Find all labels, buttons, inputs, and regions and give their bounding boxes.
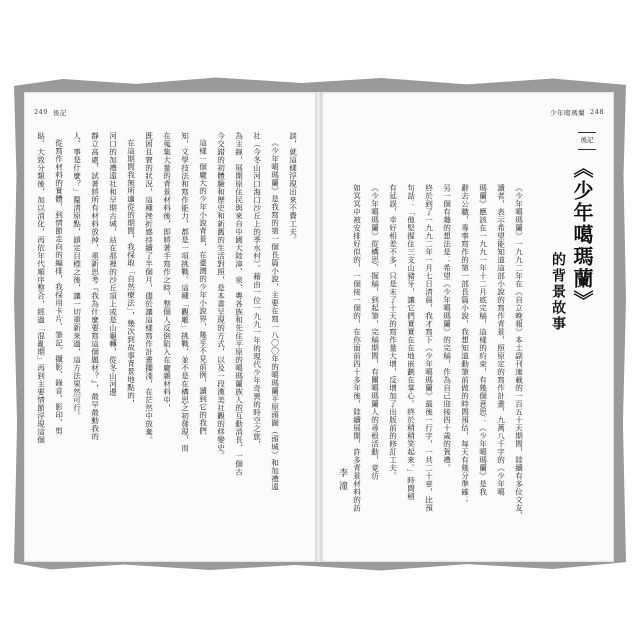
text-column: 人、事是什麼？」釐清原點，鎖定目標之後，讓一切重新來過，這方法果然可行。: [72, 132, 82, 420]
text-column: 社（今冬山河口海口沙丘上的季水村）。藉由一位一九九一年的現代少年奇異的時空之旅，: [252, 132, 262, 449]
left-running-head: [34, 108, 67, 117]
text-column: 終於到了一九九二年一月七日清晨，我才寫下《少年噶瑪蘭》最後一行字，一共二十章，比預: [424, 184, 434, 512]
text-column: 《少年噶瑪蘭》一九九二年在《自立晚報》本土副刊連載的一百五十天期間，陸續有多位文友、: [514, 184, 524, 520]
text-column: 瑪蘭》應該在一九九一年十二月底完稿，這樣的約束，有幾個意思：《少年噶瑪蘭》是我: [478, 184, 488, 496]
chapter-mark: 後記: [578, 132, 596, 150]
text-column: 這樣一個龐大的少年小說背景，在臺灣的少年小說界，幾乎不見前例，讀到它的我們: [198, 139, 208, 435]
text-column: 如冥冥中被安排好似的，一個接一個的，在你面前四十多年後，陸續展開，許多背景材料的訪: [352, 184, 362, 512]
right-running-title: 少年噶瑪蘭: [550, 109, 586, 117]
left-page-number: 249: [34, 108, 48, 116]
chapter-title: 《少年噶瑪蘭》: [570, 158, 594, 312]
left-running-title: 後記: [52, 109, 67, 117]
text-column: 從寫作材料的實體，到情節走向的編排，我採用卡片、筆記、攝影、錄音、影印、剪: [54, 139, 64, 435]
text-column: 《少年噶瑪蘭》從構思、掘稿，到起筆，完稿期間，有關噶瑪蘭人的尋根活動，竟彷: [370, 184, 380, 480]
text-column: 知，文學技法和寫作能力，都是一項挑戰。這種「觀雕」挑戰，並不是在構思之初發現，而: [180, 132, 190, 452]
text-column: 在蒐集大量的背景材料後，即將著手寫作之時，整個人反倒陷入在龐雜材料中，: [162, 132, 172, 412]
text-column: 談，就這樣浮現出來不費工夫。: [288, 132, 298, 244]
chapter-subtitle: 的背景故事: [550, 252, 566, 332]
right-page-number: 248: [590, 108, 604, 116]
text-column: 今交錯的初體驗和歷史和新舊的生活對照，是本書呈現的方式，以及一段漢美社觀的移變史。: [216, 132, 226, 460]
text-column: 靜立高處，試著將所有材料放掉，重新思考『我為什麼要寫這個題材？』，最早最動我的: [90, 132, 100, 441]
text-column: 辭去公職，專事寫作的第一部長篇小說，我想知道動筆前做的時間預估，每天有幾分準確；: [460, 184, 470, 504]
text-column: 貼、大致分類後，加以消化，再依年代順序整合，經過「混亂期」再到主要情節浮現這個: [36, 132, 46, 444]
left-page: [24, 92, 316, 562]
right-running-head: [550, 108, 604, 117]
text-column: 《少年噶瑪蘭》是我寫的第一個長篇小說，主要在寫一八〇〇年的噶瑪蘭平原頭圍（頭城）和加禮遠: [270, 139, 280, 491]
text-column: 為主線，展開原住民與來自中國大陸漳、泉、粵各族和先住平原的噶瑪蘭族人的互動消長，一個古: [234, 132, 244, 476]
text-column: 另一個有趣的想法是：希望《少年噶瑪蘭》的完稿，作為自己迎接四十歲的賀禮。: [442, 184, 452, 472]
text-column: 句話：「他堅握住三支山豬牙，讓它們實實在在地嵌劃在掌心。終於稍稍笑起來。」時間稍: [406, 184, 416, 501]
right-page: [322, 92, 614, 562]
text-column: 既困且窘的狀況，這種挫折感持續了半個月，儘於讓這樣寫作計畫擱淺，在茫然中放棄。: [144, 132, 154, 444]
text-column: 讀者，表示希望能知道這部小說的寫作背景，照原定的寫作計畫，九萬八千字的《少年噶: [496, 184, 506, 496]
text-column: 有延誤，幸好相差不多，只是末了十天的寫作量大增，反增加了出版前的修訂工夫。: [388, 184, 398, 480]
author-name: 李潼: [337, 468, 347, 494]
text-column: 河口的加禮遠社和早期古城，站在那裡的沙丘頂上或是山龜轉，從冬山河邊: [108, 132, 118, 396]
text-column: 在這期間我無所適從的期間，我採取「自然療法」，幾次到故事背景地點的，: [126, 139, 136, 408]
